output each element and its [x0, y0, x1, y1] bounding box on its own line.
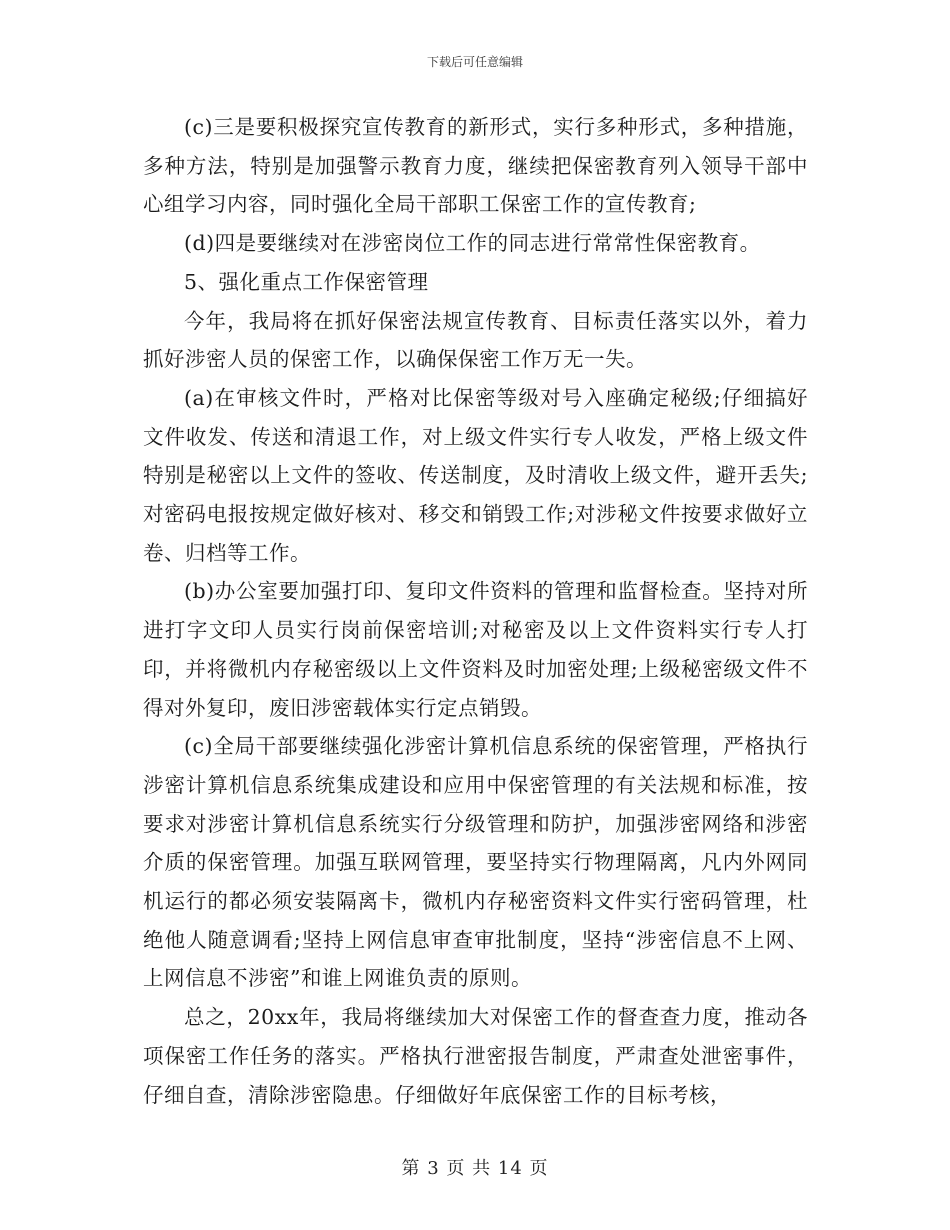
document-body: [143, 108, 808, 1114]
paragraph: (a)在审核文件时，严格对比保密等级对号入座确定秘级;仔细搞好文件收发、传送和清退工作，对上级文件实行专人收发，严格上级文件特别是秘密以上文件的签收、传送制度，及时清收上级文件，避开丢失;对密码电报按规定做好核对、移交和销毁工作;对涉秘文件按要求做好立卷、归档等工作。: [143, 385, 808, 565]
paragraph: (b)办公室要加强打印、复印文件资料的管理和监督检查。坚持对所进打字文印人员实行岗前保密培训;对秘密及以上文件资料实行专人打印，并将微机内存秘密级以上文件资料及时加密处理;上级秘密级文件不得对外复印，废旧涉密载体实行定点销毁。: [143, 579, 808, 720]
current-page-number: 3: [427, 1158, 440, 1179]
section-heading: 5、强化重点工作保密管理: [184, 269, 429, 294]
paragraph: (d)四是要继续对在涉密岗位工作的同志进行常常性保密教育。: [184, 231, 761, 256]
paragraph: (c)三是要积极探究宣传教育的新形式，实行多种形式，多种措施，多种方法，特别是加强警示教育力度，继续把保密教育列入领导干部中心组学习内容，同时强化全局干部职工保密工作的宣传教育;: [143, 115, 808, 217]
total-label: 页: [529, 1158, 549, 1179]
paragraph: 总之，20xx年，我局将继续加大对保密工作的督查查力度，推动各项保密工作任务的落实。严格执行泄密报告制度，严肃查处泄密事件，仔细自查，清除涉密隐患。仔细做好年底保密工作的目标考核，: [143, 1005, 808, 1107]
page-prefix: 第: [401, 1158, 421, 1179]
paragraph: (c)全局干部要继续强化涉密计算机信息系统的保密管理，严格执行涉密计算机信息系统集成建设和应用中保密管理的有关法规和标准，按要求对涉密计算机信息系统实行分级管理和防护，加强涉密网络和涉密介质的保密管理。加强互联网管理，要坚持实行物理隔离，凡内外网同机运行的都必须安装隔离卡，微机内存秘密资料文件实行密码管理，杜绝他人随意调看;坚持上网信息审查审批制度，坚持“涉密信息不上网、上网信息不涉密”和谁上网谁负责的原则。: [143, 734, 808, 991]
paragraph: 今年，我局将在抓好保密法规宣传教育、目标责任落实以外，着力抓好涉密人员的保密工作，以确保保密工作万无一失。: [143, 308, 808, 372]
total-pages-number: 14: [497, 1158, 523, 1179]
page-label: 页: [446, 1158, 466, 1179]
total-prefix: 共: [472, 1158, 492, 1179]
page-header: 下载后可任意编辑: [426, 55, 523, 69]
page-footer: [0, 1154, 950, 1180]
